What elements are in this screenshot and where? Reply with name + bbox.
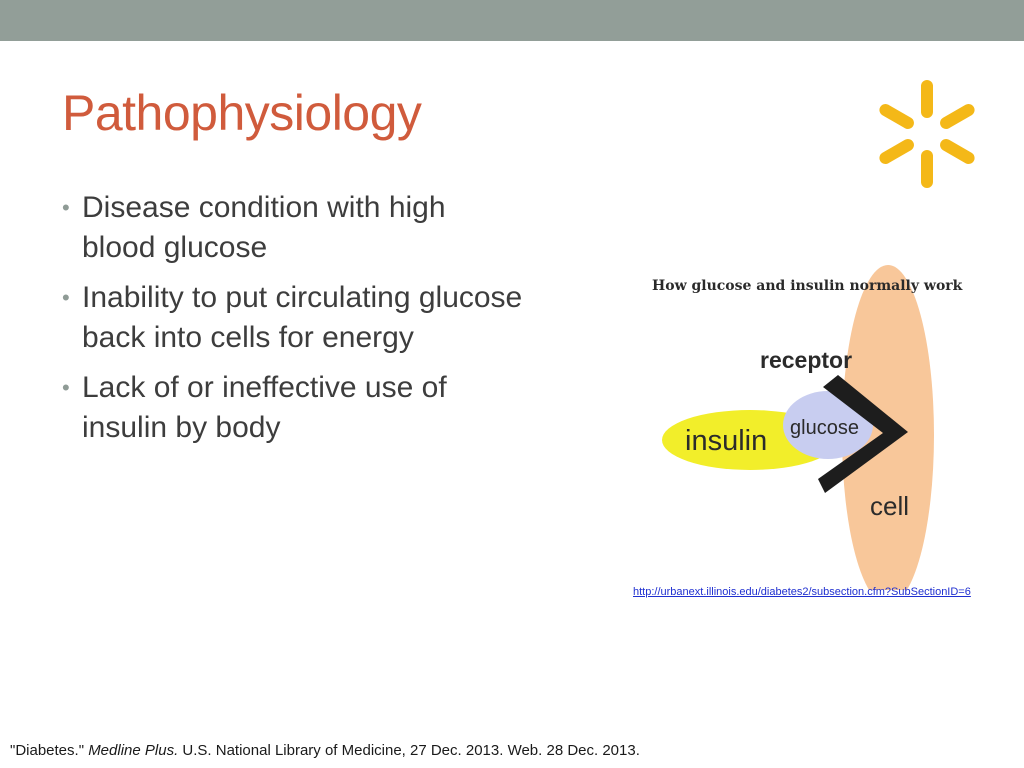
bullet-dot-icon: • — [62, 285, 70, 310]
bullet-line: Disease condition with high — [82, 191, 446, 224]
glucose-label: glucose — [790, 417, 859, 439]
diagram-heading: How glucose and insulin normally work — [652, 278, 963, 294]
citation-journal: Medline Plus. — [88, 742, 179, 759]
bullet-line: back into cells for energy — [82, 321, 414, 354]
citation-part2: U.S. National Library of Medicine, 27 Dec. 2013. Web. 28 Dec. 2013. — [178, 742, 640, 759]
spark-logo-icon — [872, 78, 982, 190]
bullet-line: Inability to put circulating glucose — [82, 281, 523, 314]
bullet-list — [60, 188, 600, 458]
receptor-label: receptor — [760, 347, 853, 373]
citation-part1: "Diabetes." — [10, 742, 89, 759]
bullet-item — [60, 278, 600, 358]
bullet-line: Lack of or ineffective use of — [82, 371, 447, 404]
source-link[interactable]: http://urbanext.illinois.edu/diabetes2/subsection.cfm?SubSectionID=6 — [633, 586, 971, 598]
cell-label: cell — [870, 491, 910, 521]
bullet-line: insulin by body — [82, 411, 281, 444]
glucose-insulin-diagram — [640, 265, 990, 590]
bullet-dot-icon: • — [62, 375, 70, 400]
bullet-line: blood glucose — [82, 231, 268, 264]
bullet-dot-icon: • — [62, 195, 70, 220]
slide-title: Pathophysiology — [62, 85, 422, 141]
insulin-label: insulin — [685, 425, 768, 457]
bullet-item — [60, 188, 600, 268]
citation — [10, 742, 640, 759]
top-band — [0, 0, 1024, 41]
bullet-item — [60, 368, 600, 448]
